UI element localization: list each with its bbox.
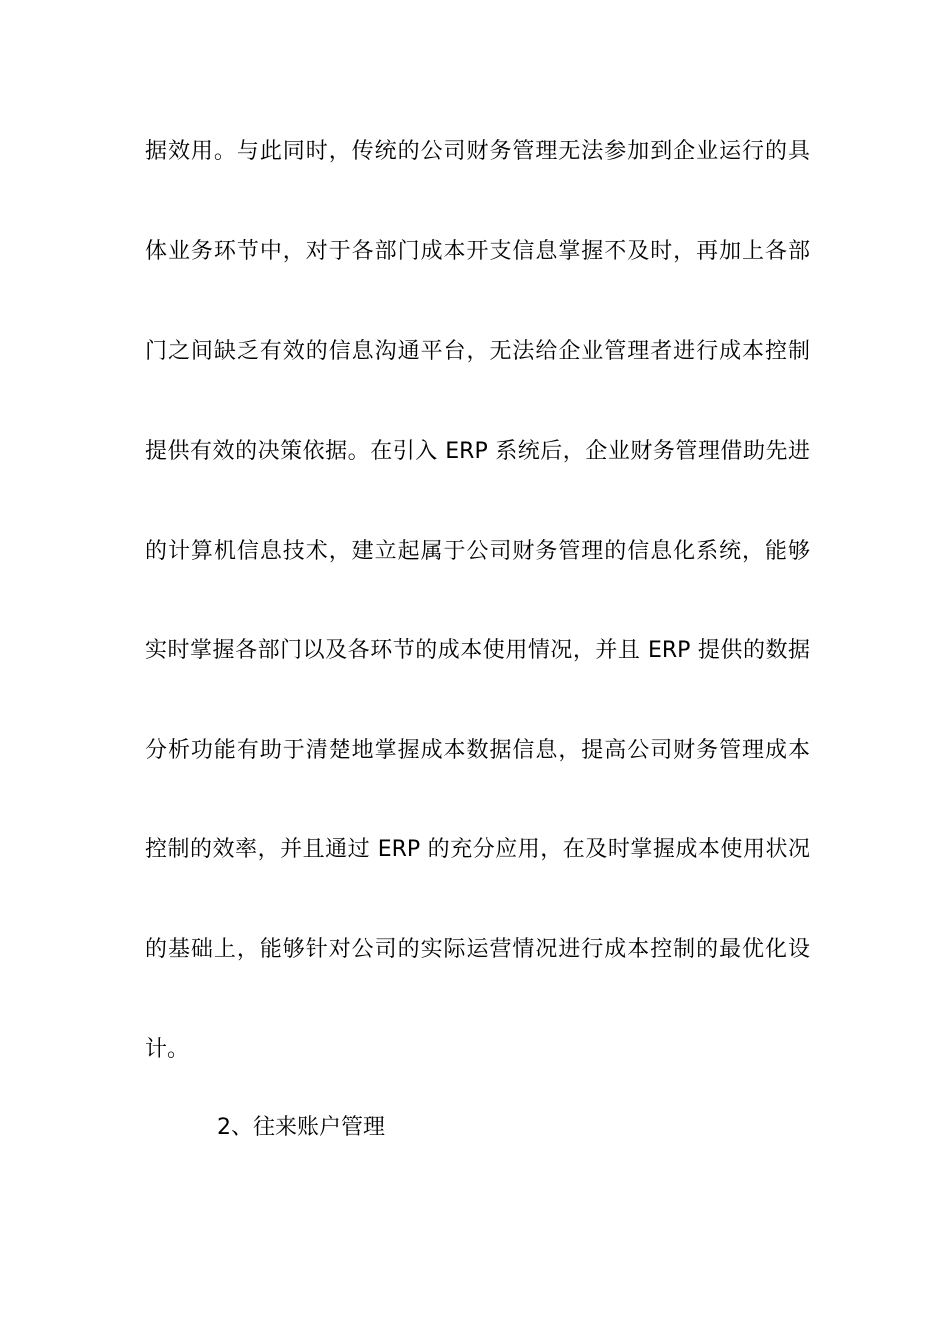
- section-heading: 2、往来账户管理: [217, 1115, 385, 1140]
- paragraph-line-2: 体业务环节中，对于各部门成本开支信息掌握不及时，再加上各部: [145, 239, 810, 264]
- paragraph-line-1: 据效用。与此同时，传统的公司财务管理无法参加到企业运行的具: [145, 139, 810, 164]
- paragraph-line-4: 提供有效的决策依据。在引入 ERP 系统后，企业财务管理借助先进: [145, 439, 810, 464]
- paragraph-line-7: 分析功能有助于清楚地掌握成本数据信息，提高公司财务管理成本: [145, 738, 810, 763]
- paragraph-line-3: 门之间缺乏有效的信息沟通平台，无法给企业管理者进行成本控制: [145, 339, 810, 364]
- paragraph-line-9: 的基础上，能够针对公司的实际运营情况进行成本控制的最优化设: [145, 937, 810, 962]
- paragraph-line-8: 控制的效率，并且通过 ERP 的充分应用，在及时掌握成本使用状况: [145, 837, 810, 862]
- paragraph-line-5: 的计算机信息技术，建立起属于公司财务管理的信息化系统，能够: [145, 539, 810, 564]
- paragraph-line-6: 实时掌握各部门以及各环节的成本使用情况，并且 ERP 提供的数据: [145, 638, 810, 663]
- paragraph-line-10: 计。: [145, 1037, 190, 1062]
